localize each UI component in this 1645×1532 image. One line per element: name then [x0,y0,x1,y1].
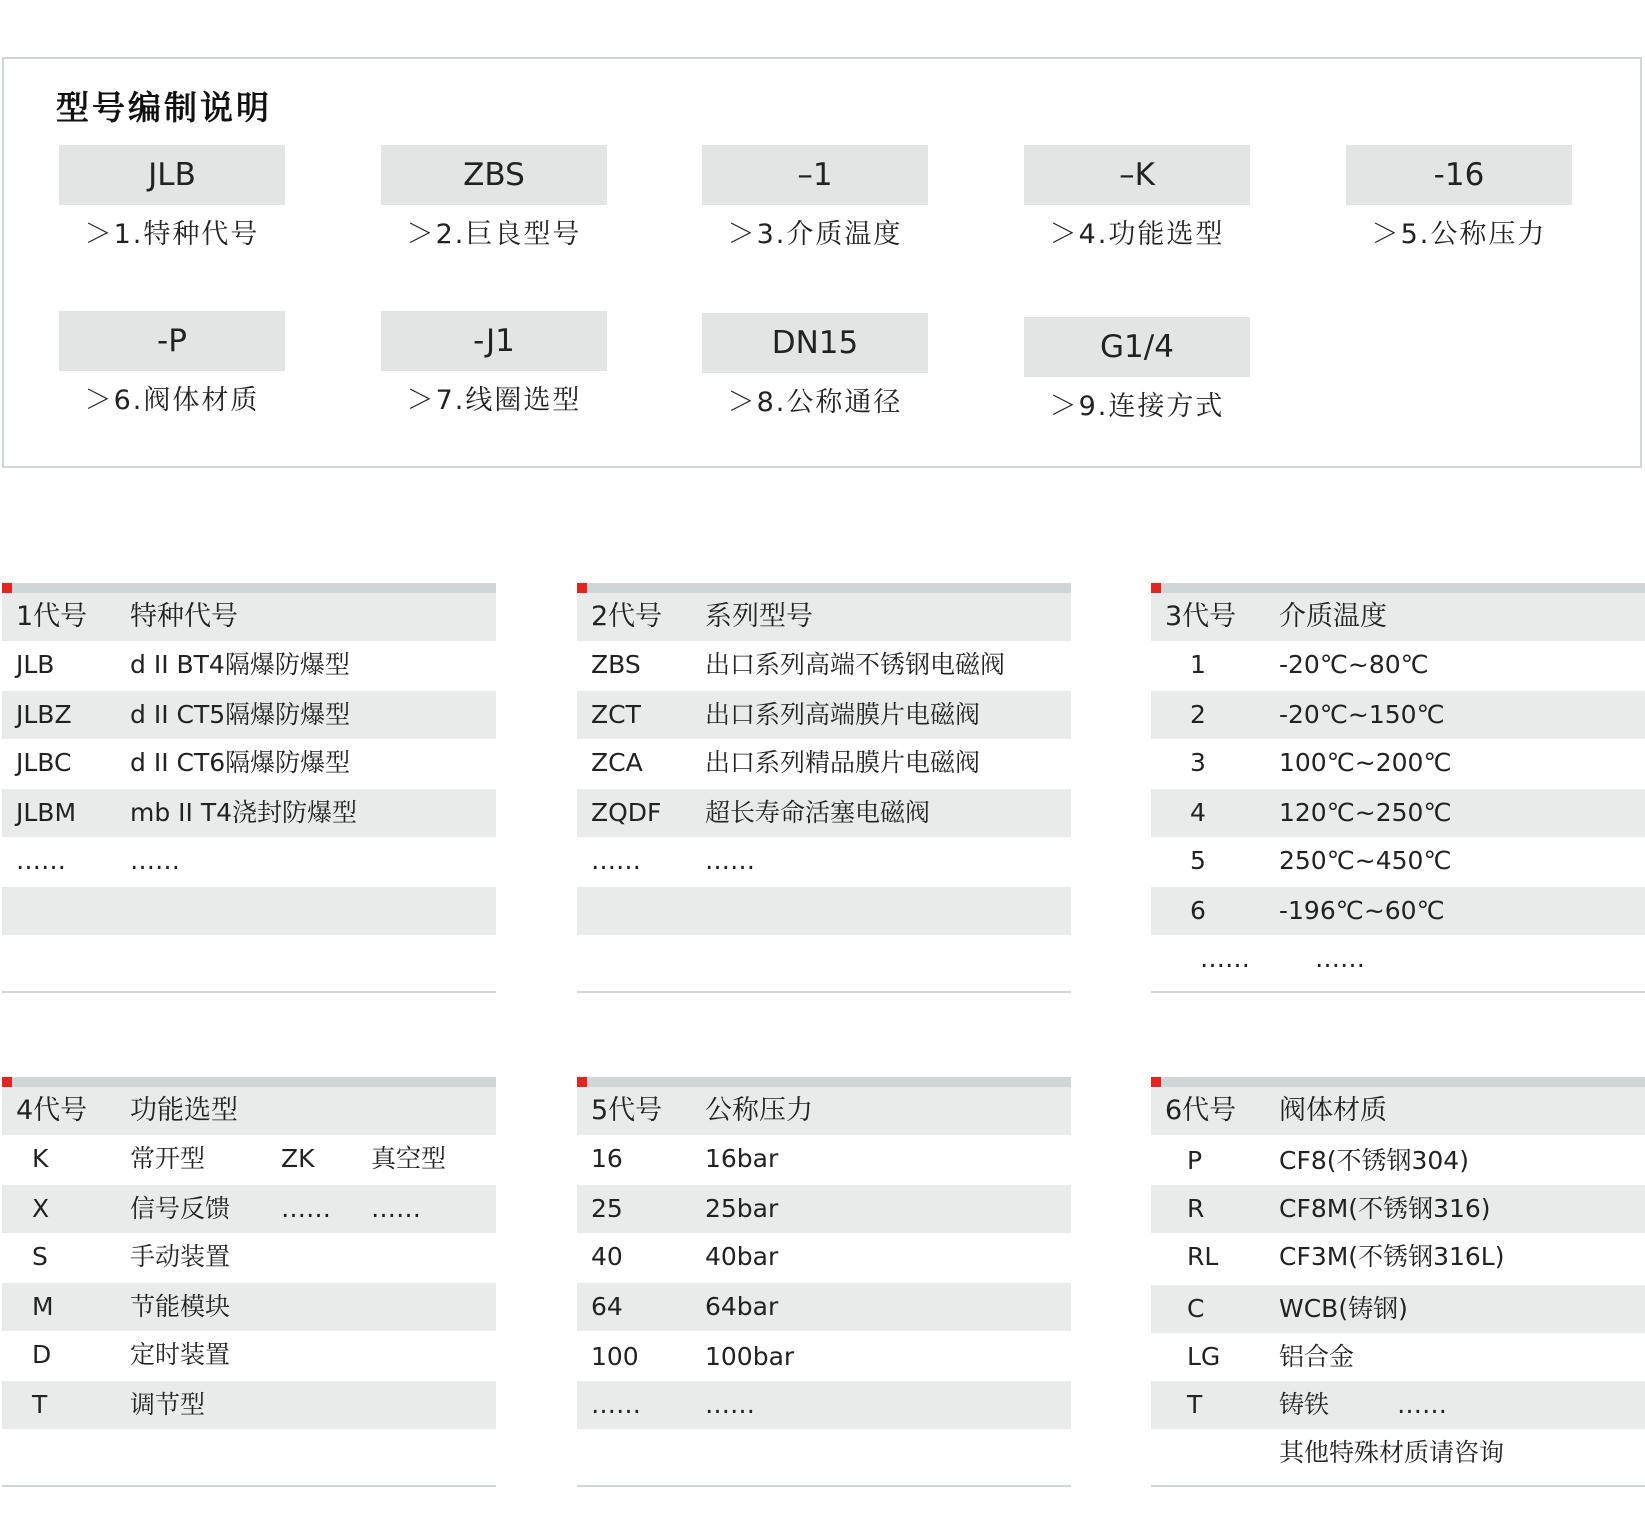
header-code: 6代号 [1165,1095,1237,1126]
row-desc: 100bar [705,1342,795,1371]
table-row [1151,739,1645,787]
table-bottom-line [2,991,496,993]
row-desc: CF8(不锈钢304) [1279,1146,1469,1175]
row-desc: …… [1315,944,1365,973]
code-box-2: ZBS [381,145,607,205]
row-code: …… [1200,944,1250,973]
table-row [1151,1429,1645,1477]
row-code: X [32,1194,50,1223]
table-row [2,837,496,885]
row-code: …… [16,846,66,875]
table-red-marker [2,1077,12,1087]
table-top-bar [2,1077,496,1087]
code-box-8: DN15 [702,313,928,373]
row-code: P [1187,1146,1203,1175]
row-code: T [1187,1390,1203,1419]
row-desc: 定时装置 [130,1340,231,1369]
row-desc: 120℃~250℃ [1279,798,1452,827]
table-bottom-line [1151,991,1645,993]
table-row [577,1185,1071,1233]
model-code-title: 型号编制说明 [56,88,272,127]
row-code: 1 [1190,650,1206,679]
row-desc: mb II T4浇封防爆型 [130,798,358,827]
table-row [2,1283,496,1331]
row-desc: 出口系列高端不锈钢电磁阀 [705,650,1006,679]
table-row [1151,641,1645,689]
row-desc: 信号反馈 [130,1194,231,1223]
table-row [1151,1185,1645,1233]
table-red-marker [2,583,12,593]
table-row [2,1233,496,1281]
table-row [2,641,496,689]
row-code: JLB [16,650,55,679]
code-box-7: -J1 [381,311,607,371]
table-row [577,691,1071,739]
table-red-marker [1151,1077,1161,1087]
code-label-3: ＞3.介质温度 [727,219,903,250]
row-desc: CF3M(不锈钢316L) [1279,1242,1505,1271]
table-row [577,789,1071,837]
row-code: R [1187,1194,1205,1223]
table-row [2,1135,496,1183]
table-row [577,1381,1071,1429]
table-top-bar [2,583,496,593]
table-top-bar [1151,583,1645,593]
row-code: 64 [591,1292,623,1321]
row-desc: CF8M(不锈钢316) [1279,1194,1491,1223]
row-code: 4 [1190,798,1206,827]
header-code: 3代号 [1165,601,1237,632]
row-desc: 常开型 [130,1144,206,1173]
row-desc: 铝合金 [1279,1342,1355,1371]
row-code-2: ZK [281,1144,315,1173]
table-red-marker [577,583,587,593]
row-code: S [32,1242,48,1271]
row-code: D [32,1340,52,1369]
table-red-marker [1151,583,1161,593]
table-top-bar [577,583,1071,593]
row-desc: WCB(铸钢) [1279,1294,1408,1323]
row-desc: -20℃~150℃ [1279,700,1445,729]
row-code: 40 [591,1242,623,1271]
row-desc: 出口系列高端膜片电磁阀 [705,700,981,729]
row-code-2: …… [281,1194,331,1223]
code-box-6: -P [59,311,285,371]
row-desc: …… [705,846,755,875]
table-row [2,1185,496,1233]
header-desc: 阀体材质 [1279,1095,1387,1126]
code-box-1: JLB [59,145,285,205]
table-red-marker [577,1077,587,1087]
code-box-5: -16 [1346,145,1572,205]
header-desc: 特种代号 [130,601,238,632]
row-code: 2 [1190,700,1206,729]
table-header [2,593,496,641]
table-row [1151,691,1645,739]
code-box-3: –1 [702,145,928,205]
row-code: LG [1187,1342,1221,1371]
table-bottom-line [2,1485,496,1487]
header-code: 4代号 [16,1095,88,1126]
row-code: ZQDF [591,798,662,827]
table-header [1151,593,1645,641]
table-top-bar [577,1077,1071,1087]
row-desc: 铸铁 [1279,1390,1330,1419]
table-row [1151,1333,1645,1381]
row-code: M [32,1292,54,1321]
table-row [577,837,1071,885]
row-desc: 出口系列精品膜片电磁阀 [705,748,981,777]
table-bottom-line [577,1485,1071,1487]
table-bottom-line [577,991,1071,993]
table-header [577,1087,1071,1135]
table-header [2,1087,496,1135]
table-header [577,593,1071,641]
table-header [1151,1087,1645,1135]
table-row [1151,837,1645,885]
row-code: RL [1187,1242,1219,1271]
table-row [1151,789,1645,837]
row-desc: -196℃~60℃ [1279,896,1445,925]
row-desc: 手动装置 [130,1242,231,1271]
table-row [577,739,1071,787]
row-code: 3 [1190,748,1206,777]
row-code: …… [591,1390,641,1419]
code-box-9: G1/4 [1024,317,1250,377]
table-row [577,1283,1071,1331]
row-code: JLBC [16,748,72,777]
header-code: 2代号 [591,601,663,632]
header-desc: 公称压力 [705,1095,813,1126]
row-code: JLBZ [16,700,72,729]
code-box-4: –K [1024,145,1250,205]
code-label-8: ＞8.公称通径 [727,387,903,418]
code-label-9: ＞9.连接方式 [1049,391,1225,422]
header-code: 1代号 [16,601,88,632]
table-top-bar [1151,1077,1645,1087]
row-desc-2: …… [371,1194,421,1223]
header-desc: 介质温度 [1279,601,1387,632]
table-row [577,1333,1071,1381]
row-desc: …… [705,1390,755,1419]
table-row [1151,935,1645,983]
table-row [2,887,496,935]
row-code: 16 [591,1144,623,1173]
header-code: 5代号 [591,1095,663,1126]
table-row [1151,1233,1645,1281]
header-desc: 功能选型 [130,1095,238,1126]
row-desc: 25bar [705,1194,779,1223]
row-code: ZCA [591,748,643,777]
row-desc: d II CT6隔爆防爆型 [130,748,351,777]
table-row [577,1135,1071,1183]
row-code: 5 [1190,846,1206,875]
row-desc-2: 真空型 [371,1144,447,1173]
table-row [1151,1137,1645,1185]
code-label-2: ＞2.巨良型号 [406,219,582,250]
row-code: 100 [591,1342,639,1371]
row-desc: d II BT4隔爆防爆型 [130,650,350,679]
row-code: …… [591,846,641,875]
row-desc: 节能模块 [130,1292,231,1321]
code-label-4: ＞4.功能选型 [1049,219,1225,250]
table-row [577,1233,1071,1281]
header-desc: 系列型号 [705,601,813,632]
row-desc: 250℃~450℃ [1279,846,1452,875]
code-label-1: ＞1.特种代号 [84,219,260,250]
row-desc: 100℃~200℃ [1279,748,1452,777]
table-row [2,1381,496,1429]
table-row [2,789,496,837]
row-desc: d II CT5隔爆防爆型 [130,700,351,729]
code-label-5: ＞5.公称压力 [1371,219,1547,250]
table-row [1151,1285,1645,1333]
row-code: ZCT [591,700,641,729]
table-row [2,1331,496,1379]
code-label-6: ＞6.阀体材质 [84,385,260,416]
code-label-7: ＞7.线圈选型 [406,385,582,416]
row-desc: …… [130,846,180,875]
row-desc: 超长寿命活塞电磁阀 [705,798,931,827]
table-row [577,887,1071,935]
row-code: ZBS [591,650,641,679]
row-desc: 40bar [705,1242,779,1271]
row-desc: 16bar [705,1144,779,1173]
row-code: C [1187,1294,1205,1323]
row-extra: …… [1397,1390,1447,1419]
row-code: K [32,1144,49,1173]
row-code: JLBM [16,798,77,827]
table-row [2,691,496,739]
row-code: T [32,1390,48,1419]
row-desc: -20℃~80℃ [1279,650,1429,679]
row-desc: 调节型 [130,1390,206,1419]
table-bottom-line [1151,1485,1645,1487]
table-row [577,641,1071,689]
row-desc: 其他特殊材质请咨询 [1279,1438,1505,1467]
row-desc: 64bar [705,1292,779,1321]
table-row [1151,887,1645,935]
row-code: 6 [1190,896,1206,925]
row-code: 25 [591,1194,623,1223]
table-row [2,739,496,787]
table-row [1151,1381,1645,1429]
